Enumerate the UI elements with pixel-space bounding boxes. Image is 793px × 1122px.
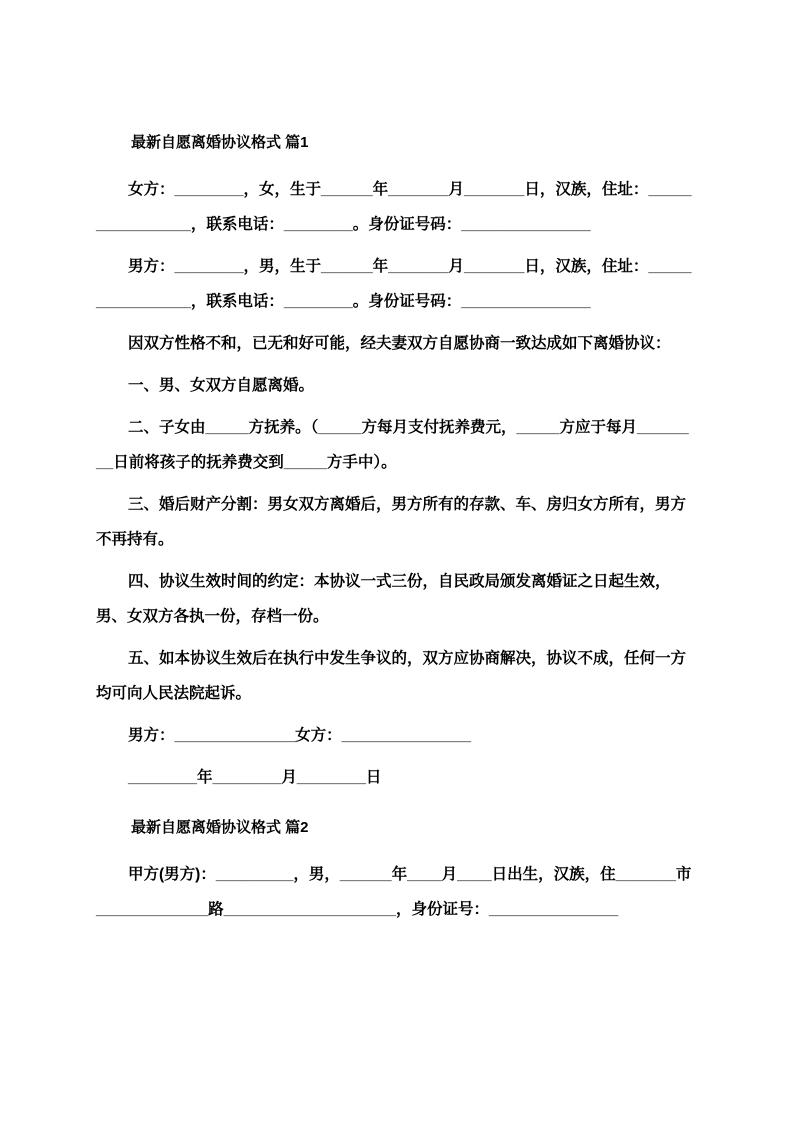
paragraph-clause-3: 三、婚后财产分割：男女双方离婚后，男方所有的存款、车、房归女方所有，男方不再持有。 — [96, 496, 687, 548]
section-1 — [96, 128, 697, 795]
paragraph-clause-2: 二、子女由_____方抚养。（_____方每月支付抚养费元，_____方应于每月________日前将孩子的抚养费交到_____方手中）。 — [96, 419, 689, 471]
section-2 — [96, 813, 697, 927]
section-2-title: 最新自愿离婚协议格式 篇2 — [131, 819, 309, 836]
paragraph-woman-info: 女方：________，女，生于______年_______月_______日，汉族，住址：________________，联系电话：________。身份证号码：_______________ — [96, 181, 692, 233]
paragraph-preamble: 因双方性格不和，已无和好可能，经夫妻双方自愿协商一致达成如下离婚协议： — [128, 335, 671, 352]
paragraph-signature-line: 男方：______________女方：_______________ — [128, 727, 471, 744]
paragraph-clause-1: 一、男、女双方自愿离婚。 — [128, 377, 315, 394]
paragraph-clause-4: 四、协议生效时间的约定：本协议一式三份，自民政局颁发离婚证之日起生效，男、女双方各执一份，存档一份。 — [96, 573, 671, 625]
paragraph-clause-5: 五、如本协议生效后在执行中发生争议的，双方应协商解决，协议不成，任何一方均可向人民法院起诉。 — [96, 650, 687, 702]
paragraph-man-info: 男方：________，男，生于______年_______月_______日，汉族，住址：________________，联系电话：________。身份证号码：_______________ — [96, 258, 692, 310]
section-1-title: 最新自愿离婚协议格式 篇1 — [131, 134, 309, 151]
paragraph-date-line: ________年________月________日 — [128, 769, 382, 786]
paragraph-party-a-info: 甲方(男方)：_________，男，______年____月____日出生，汉族，住_______市_____________路____________________，身份证号：_______________ — [96, 866, 692, 918]
